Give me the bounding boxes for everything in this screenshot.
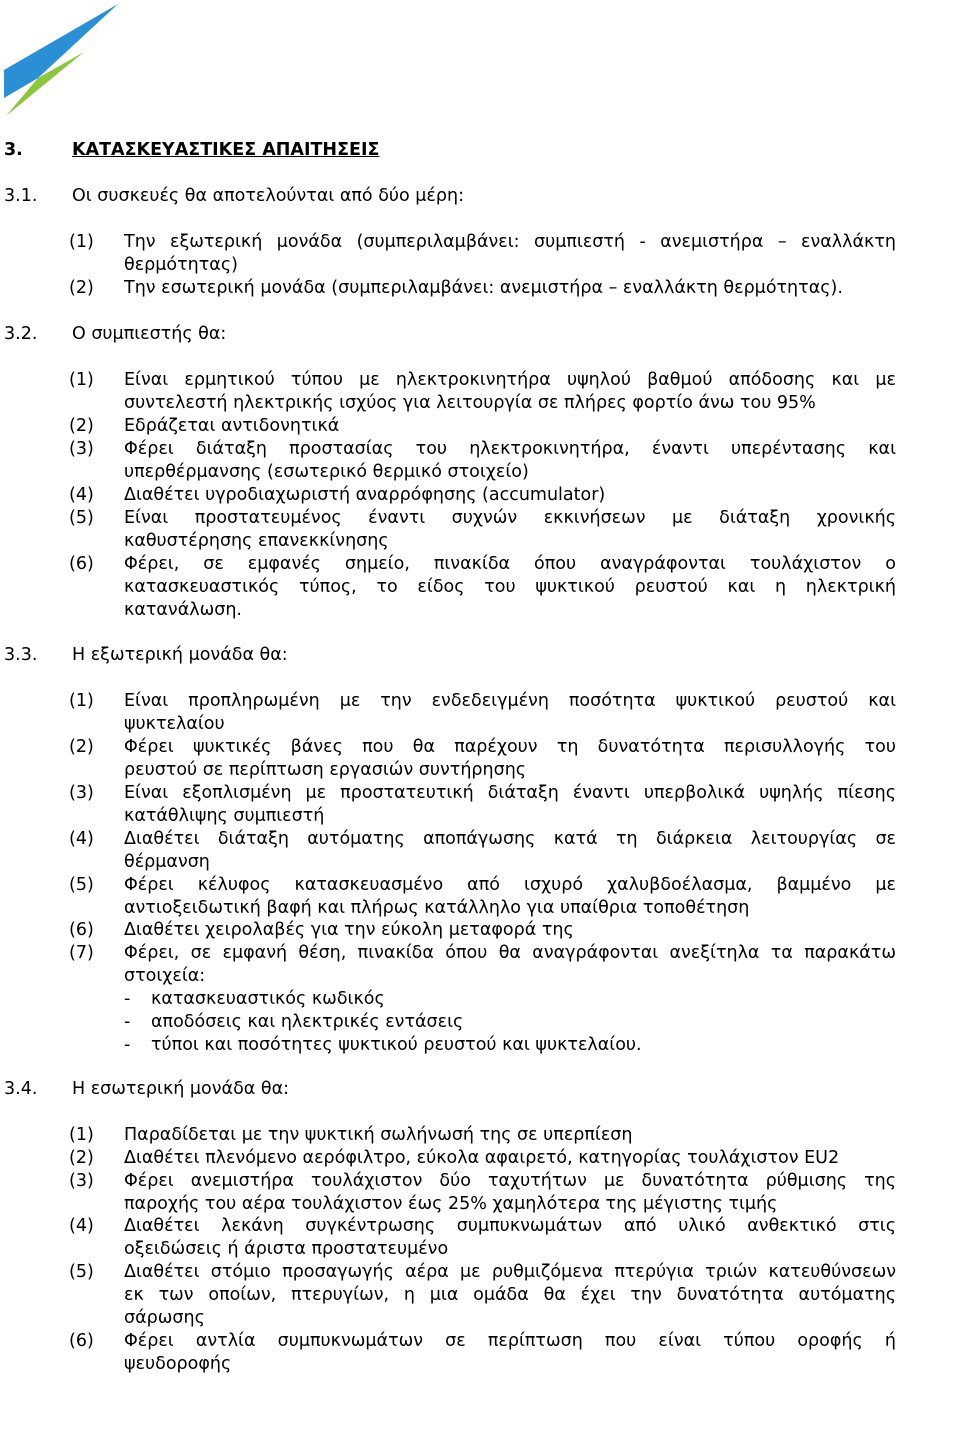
item-text-line: Φέρει ανεμιστήρα τουλάχιστον δύο ταχυτήτων με δυνατότητα ρύθμισης της xyxy=(124,1171,896,1191)
item-number: (2) xyxy=(69,278,94,298)
item-number: (1) xyxy=(69,1125,94,1145)
item-text-line: Διαθέτει στόμιο προσαγωγής αέρα με ρυθμιζόμενα πτερύγια τριών κατευθύνσεων xyxy=(124,1262,896,1282)
item-text-line: Φέρει, σε εμφανές σημείο, πινακίδα όπου αναγράφονται τουλάχιστον ο xyxy=(124,554,896,574)
item-text-line: στοιχεία: xyxy=(124,966,206,986)
logo-blue-shape xyxy=(4,4,118,98)
subsection-number: 3.1. xyxy=(4,186,38,206)
item-text-line: εκ των οποίων, πτερυγίων, η μια ομάδα θα έχει την δυνατότητα αυτόματης xyxy=(124,1285,896,1305)
item-text-line: Φέρει, σε εμφανή θέση, πινακίδα όπου θα αναγράφονται ανεξίτηλα τα παρακάτω xyxy=(124,943,896,963)
item-text-line: σάρωσης xyxy=(124,1308,205,1328)
item-text-line: αντιοξειδωτική βαφή και πλήρως κατάλληλο για υπαίθρια τοποθέτηση xyxy=(124,898,750,918)
item-text-line: Διαθέτει χειρολαβές για την εύκολη μεταφορά της xyxy=(124,920,574,940)
item-number: (6) xyxy=(69,1331,94,1351)
item-text-line: συντελεστή ηλεκτρικής ισχύος για λειτουργία σε πλήρες φορτίο άνω του 95% xyxy=(124,393,816,413)
subsection-number: 3.3. xyxy=(4,645,38,665)
item-text-line: ψυκτελαίου xyxy=(124,714,225,734)
item-text-line: Φέρει διάταξη προστασίας του ηλεκτροκινητήρα, έναντι υπερέντασης και xyxy=(124,439,896,459)
item-number: (3) xyxy=(69,783,94,803)
item-text-line: Φέρει κέλυφος κατασκευασμένο από ισχυρό χαλυβδοέλασμα, βαμμένο με xyxy=(124,875,896,895)
bullet-text: τύποι και ποσότητες ψυκτικού ρευστού και ψυκτελαίου. xyxy=(151,1035,642,1055)
bullet-dash: - xyxy=(124,1035,131,1055)
item-number: (2) xyxy=(69,416,94,436)
item-text-line: Είναι προστατευμένος έναντι συχνών εκκινήσεων με διάταξη χρονικής xyxy=(124,508,896,528)
item-text-line: Διαθέτει πλενόμενο αερόφιλτρο, εύκολα αφαιρετό, κατηγορίας τουλάχιστον EU2 xyxy=(124,1148,840,1168)
item-text-line: Είναι ερμητικού τύπου με ηλεκτροκινητήρα υψηλού βαθμού απόδοσης και με xyxy=(124,370,896,390)
item-number: (1) xyxy=(69,691,94,711)
item-number: (2) xyxy=(69,1148,94,1168)
item-number: (1) xyxy=(69,370,94,390)
item-number: (1) xyxy=(69,232,94,252)
item-text-line: Φέρει ψυκτικές βάνες που θα παρέχουν τη δυνατότητα περισυλλογής του xyxy=(124,737,896,757)
item-text-line: ρευστού σε περίπτωση εργασιών συντήρησης xyxy=(124,760,527,780)
subsection-title: Η εξωτερική μονάδα θα: xyxy=(72,645,288,665)
subsection-number: 3.2. xyxy=(4,324,38,344)
subsection-title: Η εσωτερική μονάδα θα: xyxy=(72,1079,290,1099)
item-number: (4) xyxy=(69,829,94,849)
item-text-line: Διαθέτει υγροδιαχωριστή αναρρόφησης (accumulator) xyxy=(124,485,606,505)
item-text-line: Είναι προπληρωμένη με την ενδεδειγμένη ποσότητα ψυκτικού ρευστού και xyxy=(124,691,896,711)
item-number: (5) xyxy=(69,508,94,528)
item-text-line: Την εσωτερική μονάδα (συμπεριλαμβάνει: ανεμιστήρα – εναλλάκτη θερμότητας). xyxy=(124,278,843,298)
item-text-line: θερμότητας) xyxy=(124,255,238,275)
item-text-line: Φέρει αντλία συμπυκνωμάτων σε περίπτωση που είναι τύπου οροφής ή xyxy=(124,1331,896,1351)
item-text-line: Την εξωτερική μονάδα (συμπεριλαμβάνει: συμπιεστή - ανεμιστήρα – εναλλάκτη xyxy=(124,232,896,252)
item-text-line: Είναι εξοπλισμένη με προστατευτική διάταξη έναντι υπερβολικά υψηλής πίεσης xyxy=(124,783,896,803)
bullet-dash: - xyxy=(124,1012,131,1032)
item-number: (4) xyxy=(69,485,94,505)
item-text-line: θέρμανση xyxy=(124,852,210,872)
bullet-text: αποδόσεις και ηλεκτρικές εντάσεις xyxy=(151,1012,464,1032)
item-number: (2) xyxy=(69,737,94,757)
item-text-line: ψευδοροφής xyxy=(124,1354,232,1374)
item-number: (4) xyxy=(69,1216,94,1236)
item-number: (3) xyxy=(69,1171,94,1191)
subsection-number: 3.4. xyxy=(4,1079,38,1099)
item-number: (5) xyxy=(69,875,94,895)
item-text-line: παροχής του αέρα τουλάχιστον έως 25% χαμηλότερα της μέγιστης τιμής xyxy=(124,1194,778,1214)
item-text-line: Παραδίδεται με την ψυκτική σωλήνωσή της σε υπερπίεση xyxy=(124,1125,633,1145)
section-number: 3. xyxy=(4,140,23,160)
company-logo xyxy=(2,2,122,117)
item-number: (3) xyxy=(69,439,94,459)
subsection-title: Ο συμπιεστής θα: xyxy=(72,324,227,344)
bullet-text: κατασκευαστικός κωδικός xyxy=(151,989,385,1009)
item-number: (5) xyxy=(69,1262,94,1282)
item-text-line: υπερθέρμανσης (εσωτερικό θερμικό στοιχείο) xyxy=(124,462,529,482)
subsection-title: Οι συσκευές θα αποτελούνται από δύο μέρη: xyxy=(72,186,464,206)
item-text-line: κατασκευαστικός τύπος, το είδος του ψυκτικού ρευστού και η ηλεκτρική xyxy=(124,577,896,597)
item-number: (6) xyxy=(69,554,94,574)
item-text-line: Εδράζεται αντιδονητικά xyxy=(124,416,340,436)
item-text-line: Διαθέτει λεκάνη συγκέντρωσης συμπυκνωμάτων από υλικό ανθεκτικό στις xyxy=(124,1216,896,1236)
item-number: (6) xyxy=(69,920,94,940)
item-number: (7) xyxy=(69,943,94,963)
item-text-line: καθυστέρησης επανεκκίνησης xyxy=(124,531,389,551)
item-text-line: κατανάλωση. xyxy=(124,600,242,620)
bullet-dash: - xyxy=(124,989,131,1009)
item-text-line: Διαθέτει διάταξη αυτόματης αποπάγωσης κατά τη διάρκεια λειτουργίας σε xyxy=(124,829,896,849)
item-text-line: οξειδώσεις ή άριστα προστατευμένο xyxy=(124,1239,449,1259)
section-title: ΚΑΤΑΣΚΕΥΑΣΤΙΚΕΣ ΑΠΑΙΤΗΣΕΙΣ xyxy=(72,140,380,160)
item-text-line: κατάθλιψης συμπιεστή xyxy=(124,806,325,826)
